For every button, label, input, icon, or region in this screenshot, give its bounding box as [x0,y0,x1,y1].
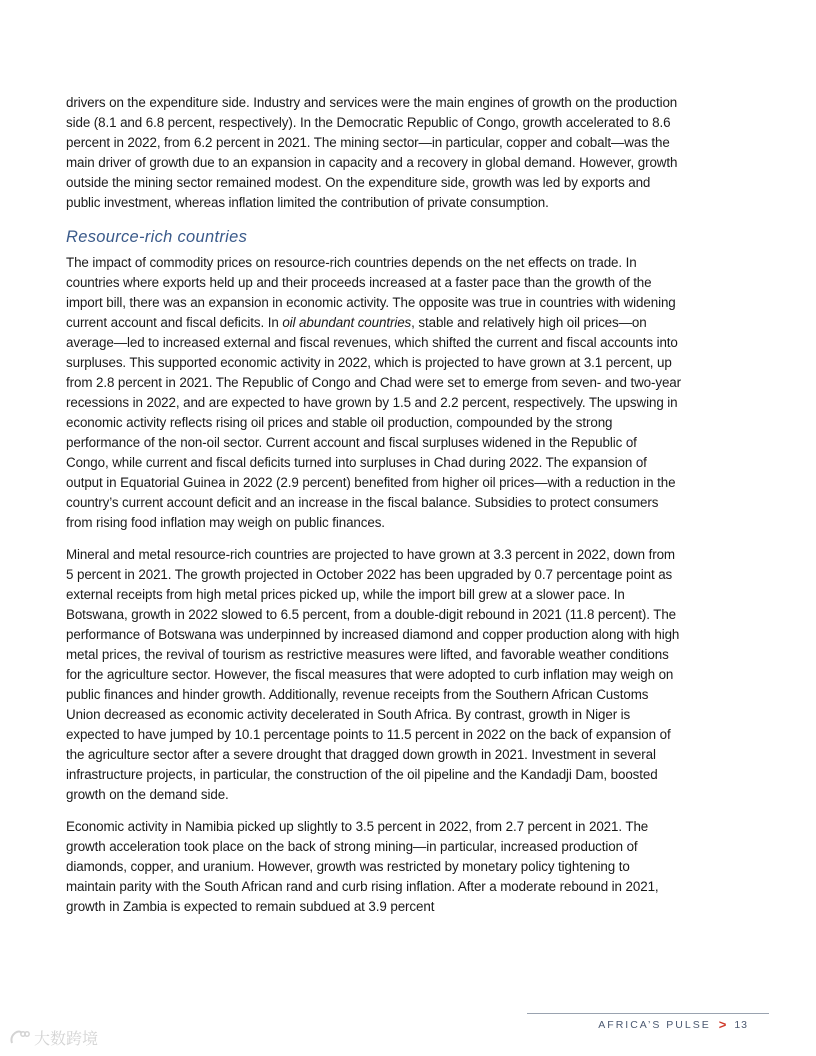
page-footer [598,1017,748,1032]
paragraph-1: drivers on the expenditure side. Industry and services were the main engines of growth on the production side (8.1 and 6.8 percent, respectively). In the Democratic Republic of Congo, growth accelerated to 8.6 percent in 2022, from 6.2 percent in 2021. The mining sector—in particular, copper and cobalt—was the main driver of growth due to an expansion in capacity and a recovery in global demand. However, growth outside the mining sector remained modest. On the expenditure side, growth was led by exports and public investment, whereas inflation limited the contribution of private consumption. [66,95,678,210]
watermark-logo-icon [8,1029,30,1047]
paragraph-2-part-1: The impact of commodity prices on resource-rich countries depends on the net effects on trade. In countries where exports held up and their proceeds increased at a faster pace than the growth of the import bill, there was an expansion in economic activity. The opposite was true in countries with widening current account and fiscal deficits. In [66,255,676,330]
page-number: 13 [734,1018,748,1031]
footer-title: AFRICA’S PULSE [598,1018,711,1031]
paragraph-2-part-2: , stable and relatively high oil prices—on average—led to increased external and fiscal revenues, which shifted the current and fiscal accounts into surpluses. This supported economic activity in 2022, which is projected to have grown at 3.1 percent, up from 2.8 percent in 2021. The Republic of Congo and Chad were set to emerge from seven- and two-year recessions in 2022, and are expected to have grown by 1.5 and 2.2 percent, respectively. The upswing in economic activity reflects rising oil prices and stable oil production, compounded by the strong performance of the non-oil sector. Current account and fiscal surpluses widened in the Republic of Congo, while current and fiscal deficits turned into surpluses in Chad during 2022. The expansion of output in Equatorial Guinea in 2022 (2.9 percent) benefited from higher oil prices—with a reduction in the country’s current account deficit and an increase in the fiscal balance. Subsidies to protect consumers from rising food inflation may weigh on public finances. [66,315,681,530]
section-heading: Resource-rich countries [66,228,248,246]
paragraph-2 [66,253,681,533]
watermark [8,1026,98,1049]
watermark-text: 大数跨境 [34,1031,99,1048]
paragraph-3: Mineral and metal resource-rich countries are projected to have grown at 3.3 percent in 2022, down from 5 percent in 2021. The growth projected in October 2022 has been upgraded by 0.7 percentage point as external receipts from high metal prices picked up, while the import bill grew at a slower pace. In Botswana, growth in 2022 slowed to 6.5 percent, from a double-digit rebound in 2021 (11.8 percent). The performance of Botswana was underpinned by increased diamond and copper production along with high metal prices, the revival of tourism as restrictive measures were lifted, and favorable weather conditions for the agriculture sector. However, the fiscal measures that were adopted to curb inflation may weigh on public finances and hinder growth. Additionally, revenue receipts from the Southern African Customs Union decreased as economic activity decelerated in South Africa. By contrast, growth in Niger is expected to have jumped by 10.1 percentage points to 11.5 percent in 2022 on the back of expansion of the agriculture sector after a severe drought that dragged down growth in 2021. Investment in several infrastructure projects, in particular, the construction of the oil pipeline and the Kandadji Dam, boosted growth on the demand side. [66,547,680,802]
footer-chevron-icon: > [718,1017,727,1032]
paragraph-4: Economic activity in Namibia picked up slightly to 3.5 percent in 2022, from 2.7 percent in 2021. The growth acceleration took place on the back of strong mining—in particular, increased production of diamonds, copper, and uranium. However, growth was restricted by monetary policy tightening to maintain parity with the South African rand and curb rising inflation. After a moderate rebound in 2021, growth in Zambia is expected to remain subdued at 3.9 percent [66,819,659,914]
footer-divider [527,1013,769,1014]
page-content [66,93,681,929]
paragraph-2-italic-term: oil abundant countries [282,315,412,330]
